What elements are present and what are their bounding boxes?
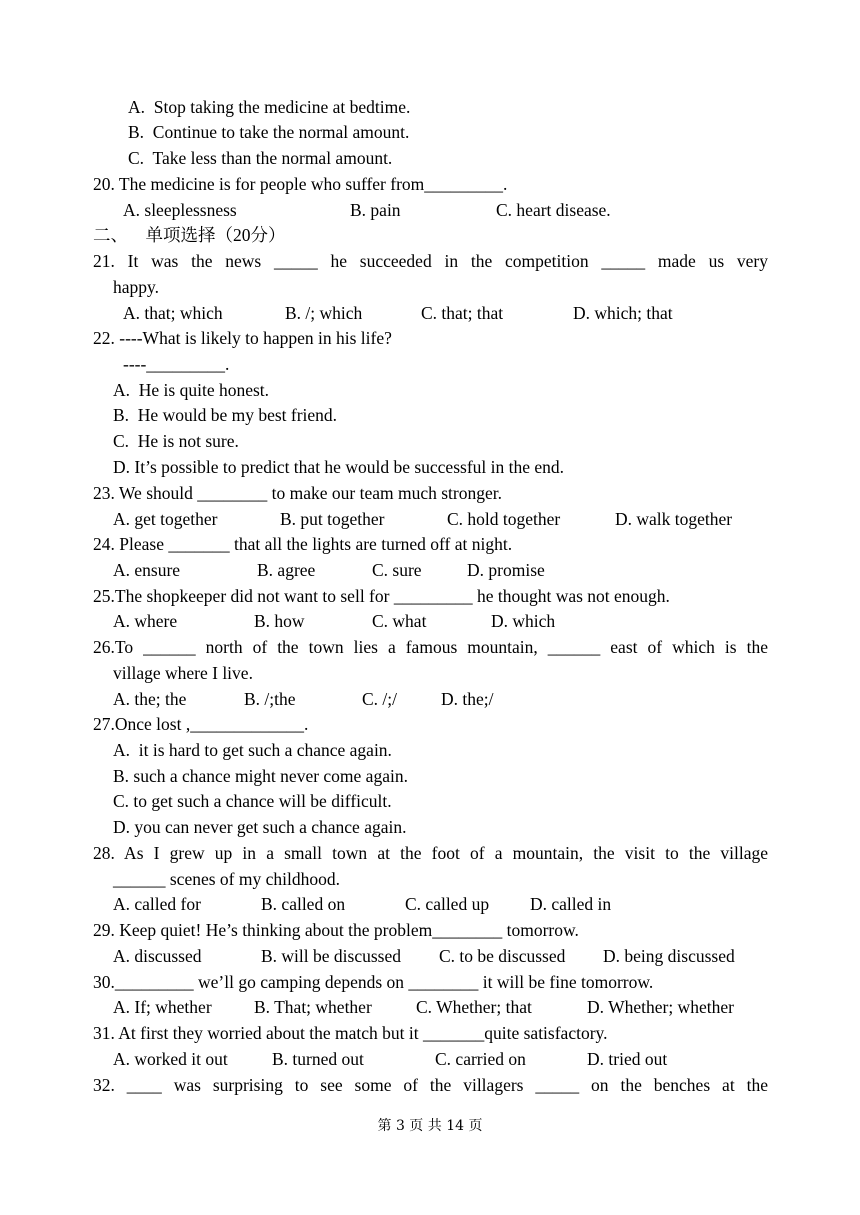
q31-option-c: C. carried on: [435, 1049, 526, 1069]
q27-option-b: B. such a chance might never come again.: [113, 766, 408, 786]
q31-option-b: B. turned out: [272, 1049, 364, 1069]
q30-option-d: D. Whether; whether: [587, 997, 734, 1017]
q24-option-d: D. promise: [467, 560, 545, 580]
q26-option-b: B. /;the: [244, 689, 296, 709]
page-footer: 第 3 页 共 14 页: [377, 1118, 483, 1134]
q21-stem-1: 21. It was the news _____ he succeeded in the competition _____ made us very: [93, 251, 768, 271]
q19-option-b: B. Continue to take the normal amount.: [128, 122, 410, 142]
q22-stem: 22. ----What is likely to happen in his life?: [93, 328, 392, 348]
q30-option-c: C. Whether; that: [416, 997, 532, 1017]
q30-option-b: B. That; whether: [254, 997, 372, 1017]
q26-stem-2: village where I live.: [113, 663, 253, 683]
q25-option-b: B. how: [254, 611, 305, 631]
q27-option-c: C. to get such a chance will be difficult.: [113, 791, 392, 811]
q26-option-d: D. the;/: [441, 689, 494, 709]
q21-option-c: C. that; that: [421, 303, 504, 323]
q29-option-a: A. discussed: [113, 946, 202, 966]
q24-stem: 24. Please _______ that all the lights are turned off at night.: [93, 534, 513, 554]
q29-option-d: D. being discussed: [603, 946, 735, 966]
q22-option-c: C. He is not sure.: [113, 431, 239, 451]
q23-option-d: D. walk together: [615, 509, 733, 529]
q32-stem-1: 32. ____ was surprising to see some of the villagers _____ on the benches at the: [93, 1075, 768, 1095]
q22-option-a: A. He is quite honest.: [113, 380, 270, 400]
q29-stem: 29. Keep quiet! He’s thinking about the problem________ tomorrow.: [93, 920, 579, 940]
q27-stem: 27.Once lost ,_____________.: [93, 714, 309, 734]
q29-option-c: C. to be discussed: [439, 946, 566, 966]
q23-stem: 23. We should ________ to make our team much stronger.: [93, 483, 502, 503]
q25-option-a: A. where: [113, 611, 178, 631]
q19-option-c: C. Take less than the normal amount.: [128, 148, 393, 168]
q20-option-b: B. pain: [350, 200, 401, 220]
q23-option-c: C. hold together: [447, 509, 561, 529]
q31-option-d: D. tried out: [587, 1049, 668, 1069]
q30-option-a: A. If; whether: [113, 997, 212, 1017]
q26-option-c: C. /;/: [362, 689, 398, 709]
q26-stem-1: 26.To ______ north of the town lies a famous mountain, ______ east of which is the: [93, 637, 768, 657]
q20-option-c: C. heart disease.: [496, 200, 611, 220]
q21-stem-2: happy.: [113, 277, 160, 297]
q21-option-b: B. /; which: [285, 303, 363, 323]
q23-option-b: B. put together: [280, 509, 385, 529]
q21-option-a: A. that; which: [123, 303, 223, 323]
q26-option-a: A. the; the: [113, 689, 187, 709]
q25-stem: 25.The shopkeeper did not want to sell for _________ he thought was not enough.: [93, 586, 670, 606]
q28-stem-2: ______ scenes of my childhood.: [113, 869, 340, 889]
q24-option-c: C. sure: [372, 560, 422, 580]
q30-stem: 30._________ we’ll go camping depends on ________ it will be fine tomorrow.: [93, 972, 654, 992]
q22-option-d: D. It’s possible to predict that he would be successful in the end.: [113, 457, 565, 477]
q27-option-a: A. it is hard to get such a chance again.: [113, 740, 392, 760]
q21-option-d: D. which; that: [573, 303, 673, 323]
q28-stem-1: 28. As I grew up in a small town at the foot of a mountain, the visit to the village: [93, 843, 768, 863]
q19-option-a: A. Stop taking the medicine at bedtime.: [128, 97, 411, 117]
q20-stem: 20. The medicine is for people who suffer from_________.: [93, 174, 508, 194]
q28-option-a: A. called for: [113, 894, 201, 914]
q28-option-d: D. called in: [530, 894, 612, 914]
q24-option-b: B. agree: [257, 560, 316, 580]
q31-stem: 31. At first they worried about the match but it _______quite satisfactory.: [93, 1023, 608, 1043]
q31-option-a: A. worked it out: [113, 1049, 228, 1069]
q20-option-a: A. sleeplessness: [123, 200, 237, 220]
q23-option-a: A. get together: [113, 509, 218, 529]
section-heading: 二、 单项选择（20分）: [93, 225, 286, 245]
q29-option-b: B. will be discussed: [261, 946, 401, 966]
q22-option-b: B. He would be my best friend.: [113, 405, 338, 425]
q24-option-a: A. ensure: [113, 560, 181, 580]
q28-option-c: C. called up: [405, 894, 490, 914]
q27-option-d: D. you can never get such a chance again.: [113, 817, 407, 837]
q28-option-b: B. called on: [261, 894, 346, 914]
q25-option-c: C. what: [372, 611, 427, 631]
q22-blank: ----_________.: [123, 354, 230, 374]
q25-option-d: D. which: [491, 611, 556, 631]
